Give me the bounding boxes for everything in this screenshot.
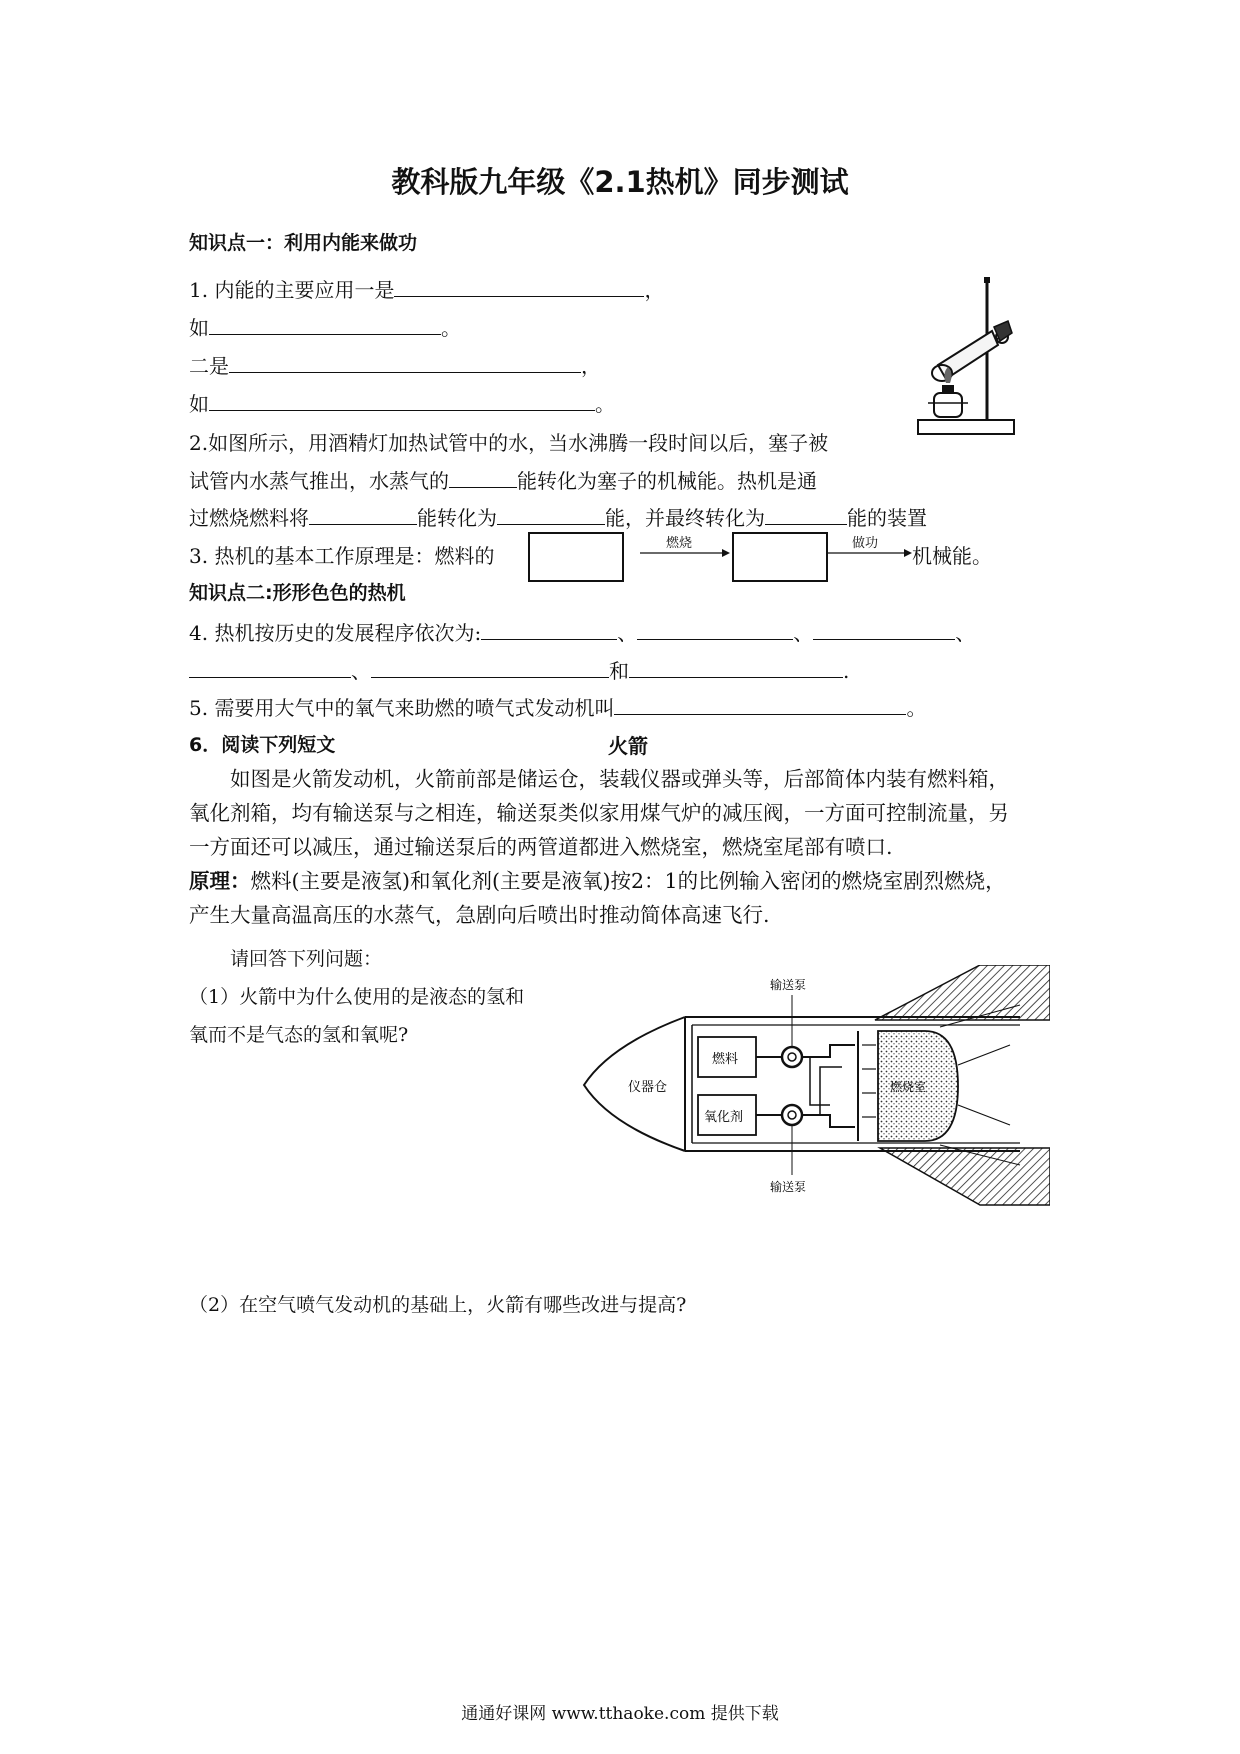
q6-principle-line1 [189, 864, 1006, 898]
q1-blank-3[interactable] [229, 352, 581, 373]
q6-article-title: 火箭 [608, 734, 648, 758]
q2-blank-4[interactable] [765, 504, 847, 525]
q6-sub1-line2: 氧而不是气态的氢和氧呢? [189, 1024, 409, 1046]
q2-text-2b: 能转化为塞子的机械能。热机是通 [517, 469, 817, 493]
q4-and: 和 [609, 659, 629, 683]
q4-line1 [189, 617, 975, 646]
test-tube-apparatus-figure [912, 275, 1022, 445]
q4-text: 4. 热机按历史的发展程序依次为: [189, 621, 482, 645]
q3-arrow-1-label: 燃烧 [666, 536, 693, 551]
q4-blank-4[interactable] [189, 657, 351, 678]
q2-text-2a: 试管内水蒸气推出，水蒸气的 [189, 469, 449, 493]
q2-blank-1[interactable] [449, 467, 517, 488]
q4-blank-1[interactable] [481, 619, 617, 640]
q1-comma: ， [644, 278, 665, 302]
label-pump-top: 输送泵 [770, 978, 807, 992]
q3-end: 机械能。 [912, 544, 992, 568]
page-footer: 通通好课网 www.tthaoke.com 提供下载 [461, 1704, 779, 1724]
q1-line3 [189, 350, 601, 379]
q1-text: 1. 内能的主要应用一是 [189, 278, 395, 302]
q4-sep-1: 、 [617, 621, 638, 645]
q4-blank-2[interactable] [637, 619, 793, 640]
label-instrument-bay: 仪器仓 [628, 1080, 668, 1095]
q1-ru-1: 如 [189, 316, 209, 340]
q1-period-2: 。 [595, 392, 615, 416]
q1-line2 [189, 312, 461, 341]
q1-line4 [189, 388, 615, 417]
q1-blank-1[interactable] [394, 276, 644, 297]
q4-line2 [189, 655, 849, 684]
q1-comma-2: ， [581, 354, 601, 378]
q6-principle-label: 原理： [189, 869, 251, 893]
q4-blank-3[interactable] [813, 619, 955, 640]
q6-para1-line3: 一方面还可以减压，通过输送泵后的两管道都进入燃烧室，燃烧室尾部有喷口. [189, 835, 893, 859]
page-title: 教科版九年级《2.1热机》同步测试 [391, 165, 849, 199]
q1-line1 [189, 274, 664, 303]
q6-prompt: 请回答下列问题： [230, 948, 383, 970]
q4-sep-4: 、 [351, 659, 371, 683]
q6-para1-line2: 氧化剂箱，均有输送泵与之相连，输送泵类似家用煤气炉的减压阀，一方面可控制流量，另 [189, 801, 1009, 825]
q1-second-use: 二是 [189, 354, 229, 378]
q4-blank-5[interactable] [371, 657, 609, 678]
section-heading-2: 知识点二:形形色色的热机 [189, 582, 406, 604]
q2-line3 [189, 502, 927, 531]
q2-line2 [189, 465, 817, 494]
label-pump-bottom: 输送泵 [770, 1180, 807, 1194]
label-fuel: 燃料 [712, 1052, 739, 1067]
q6-sub2: （2）在空气喷气发动机的基础上，火箭有哪些改进与提高? [189, 1294, 687, 1316]
q3-arrow-2-label: 做功 [852, 536, 879, 551]
q4-sep-3: 、 [955, 621, 976, 645]
q5-end: 。 [906, 696, 927, 720]
q6-sub1-line1: （1）火箭中为什么使用的是液态的氢和 [189, 986, 525, 1008]
q2-text-3a: 过燃烧燃料将 [189, 506, 309, 530]
q3-answer-box-2[interactable] [732, 532, 828, 582]
q4-blank-6[interactable] [629, 657, 843, 678]
q5-text: 5. 需要用大气中的氧气来助燃的喷气式发动机叫 [189, 696, 615, 720]
q6-principle-text: 燃料(主要是液氢)和氧化剂(主要是液氧)按2：1的比例输入密闭的燃烧室剧烈燃烧， [250, 869, 1006, 893]
q4-end: . [843, 659, 850, 683]
label-combustion-chamber: 燃烧室 [890, 1080, 927, 1094]
q6-principle-line2: 产生大量高温高压的水蒸气，急剧向后喷出时推动简体高速飞行. [189, 903, 770, 927]
q2-blank-2[interactable] [309, 504, 417, 525]
label-oxidizer: 氧化剂 [704, 1110, 744, 1125]
q3-text: 3. 热机的基本工作原理是：燃料的 [189, 544, 495, 568]
q1-blank-2[interactable] [209, 314, 441, 335]
q2-text-3b: 能转化为 [417, 506, 497, 530]
rocket-engine-diagram [580, 965, 1050, 1215]
q6-heading: 6．阅读下列短文 [189, 734, 336, 756]
section-heading-1: 知识点一：利用内能来做功 [189, 232, 418, 254]
q2-line1: 2.如图所示，用酒精灯加热试管中的水，当水沸腾一段时间以后，塞子被 [189, 431, 829, 455]
q2-text-3c: 能，并最终转化为 [605, 506, 765, 530]
q6-para1-line1: 如图是火箭发动机，火箭前部是储运仓，装载仪器或弹头等，后部简体内装有燃料箱， [230, 767, 1009, 791]
q4-sep-2: 、 [793, 621, 814, 645]
q1-ru-2: 如 [189, 392, 209, 416]
q2-text-3d: 能的装置 [847, 506, 927, 530]
q5-blank[interactable] [614, 694, 906, 715]
q3-answer-box-1[interactable] [528, 532, 624, 582]
q2-blank-3[interactable] [497, 504, 605, 525]
q1-period: 。 [441, 316, 461, 340]
q1-blank-4[interactable] [209, 390, 595, 411]
q5-line [189, 692, 926, 721]
